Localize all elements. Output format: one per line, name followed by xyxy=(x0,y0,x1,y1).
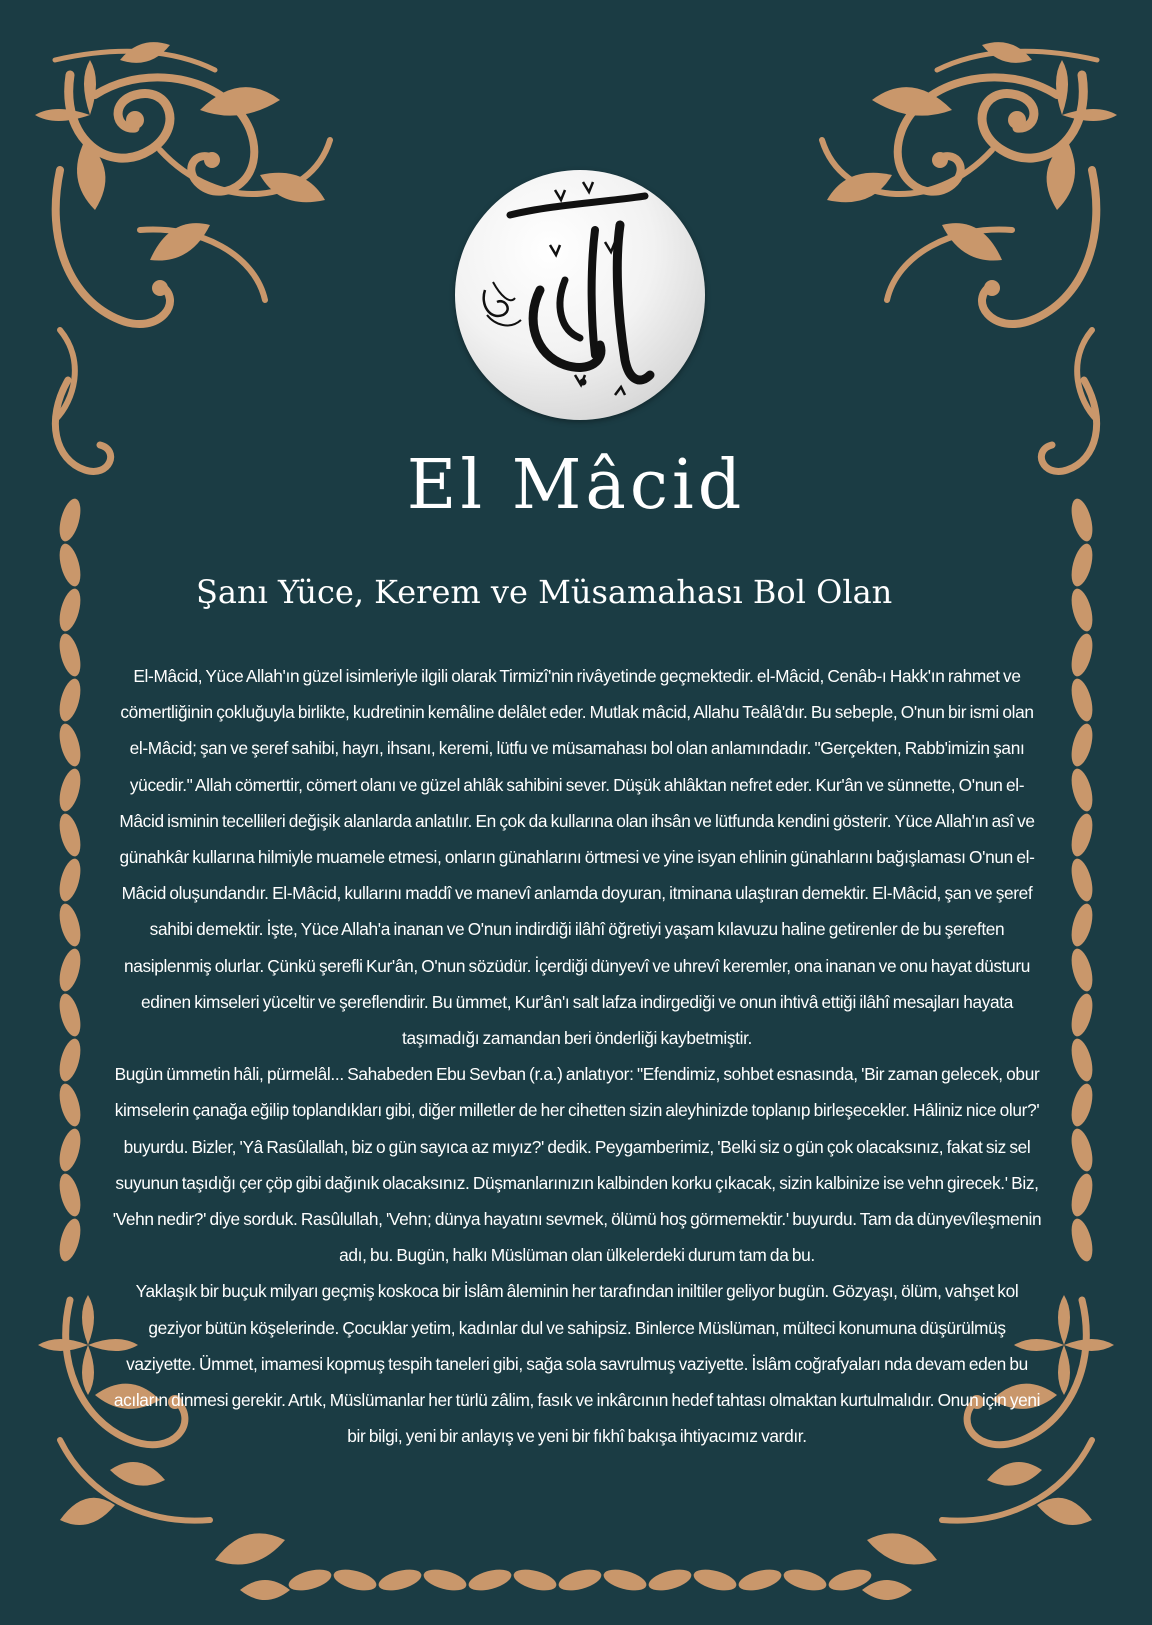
paragraph: Yaklaşık bir buçuk milyarı geçmiş koskoca bir İslâm âleminin her tarafından iniltiler geliyor bugün. Gözyaşı, ölüm, vahşet kol geziyor bütün köşelerinde. Çocuklar yetim, kadınlar dul ve sahipsiz. Binlerce Müslüman, mülteci konumuna düşürülmüş vaziyette. Ümmet, imamesi kopmuş tespih taneleri gibi, sağa sola savrulmuş vaziyette. İslâm coğrafyaları nda devam eden bu acıların dinmesi gerekir. Artık, Müslümanlar her türlü zâlim, fasık ve inkârcının hedef tahtası olmaktan kurtulmalıdır. Onun için yeni bir bilgi, yeni bir anlayış ve yeni bir fıkhî bakışa ihtiyacımız vardır. xyxy=(113,1281,1041,1447)
el-macid-calligraphy-icon xyxy=(455,170,705,420)
paragraph: Bugün ümmetin hâli, pürmelâl... Sahabeden Ebu Sevban (r.a.) anlatıyor: "Efendimiz, sohbet esnasında, 'Bir zaman gelecek, obur kimselerin çanağa eğilip toplandıkları gibi, diğer milletler de her cihetten sizin aleyhinizde toplanıp birleşecekler. Hâliniz nice olur?' buyurdu. Bizler, 'Yâ Rasûlallah, biz o gün sayıca az mıyız?' dedik. Peygamberimiz, 'Belki siz o gün çok olacaksınız, fakat siz sel suyunun taşıdığı çer çöp gibi dağınık olacaksınız. Düşmanlarınızın kalbinden korku çıkacak, sizin kalbinize ise vehn girecek.' Biz, 'Vehn nedir?' diye sorduk. Rasûlullah, 'Vehn; dünya hayatını sevmek, ölümü hoş görmemektir.' buyurdu. Tam da dünyevîleşmenin adı, bu. Bugün, halkı Müslüman olan ülkelerdeki durum tam da bu. xyxy=(112,1064,1042,1266)
calligraphy-medallion xyxy=(455,170,705,420)
page-subtitle: Şanı Yüce, Kerem ve Müsamahası Bol Olan xyxy=(196,573,893,611)
page-title: El Mâcid xyxy=(406,446,746,525)
paragraph: El-Mâcid, Yüce Allah'ın güzel isimleriyle ilgili olarak Tirmizî'nin rivâyetinde geçmektedir. el-Mâcid, Cenâb-ı Hakk'ın rahmet ve cömertliğinin çokluğuyla birlikte, kudretinin kemâline delâlet eder. Mutlak mâcid, Allahu Teâlâ'dır. Bu sebeple, O'nun bir ismi olan el-Mâcid; şan ve şeref sahibi, hayrı, ihsanı, keremi, lütfu ve müsamahası bol olan anlamındadır. "Gerçekten, Rabb'imizin şanı yücedir." Allah cömerttir, cömert olanı ve güzel ahlâk sahibini sever. Düşük ahlâktan nefret eder. Kur'ân ve sünnette, O'nun el-Mâcid isminin tecellileri değişik alanlarda anlatılır. En çok da kullarına olan ihsân ve lütfunda kendini gösterir. Yüce Allah'ın asî ve günahkâr kullarına hilmiyle muamele etmesi, onların günahlarını örtmesi ve yine isyan ehlinin günahlarını bağışlaması O'nun el-Mâcid oluşundandır. El-Mâcid, kullarını maddî ve manevî anlamda doyuran, itminana ulaştıran demektir. El-Mâcid, şan ve şeref sahibi demektir. İşte, Yüce Allah'a inanan ve O'nun indirdiği ilâhî öğretiyi yaşam kılavuzu haline getirenler de bu şereften nasiplenmiş olurlar. Çünkü şerefli Kur'ân, O'nun sözüdür. İçerdiği dünyevî ve uhrevî keremler, ona inanan ve onu hayat düsturu edinen kimseleri yüceltir ve şereflendirir. Bu ümmet, Kur'ân'ı salt lafza indirgediği ve onun ihtivâ ettiği ilâhî mesajları hayata taşımadığı zamandan beri önderliği kaybetmiştir. xyxy=(119,666,1035,1049)
body-text xyxy=(112,658,1042,1454)
